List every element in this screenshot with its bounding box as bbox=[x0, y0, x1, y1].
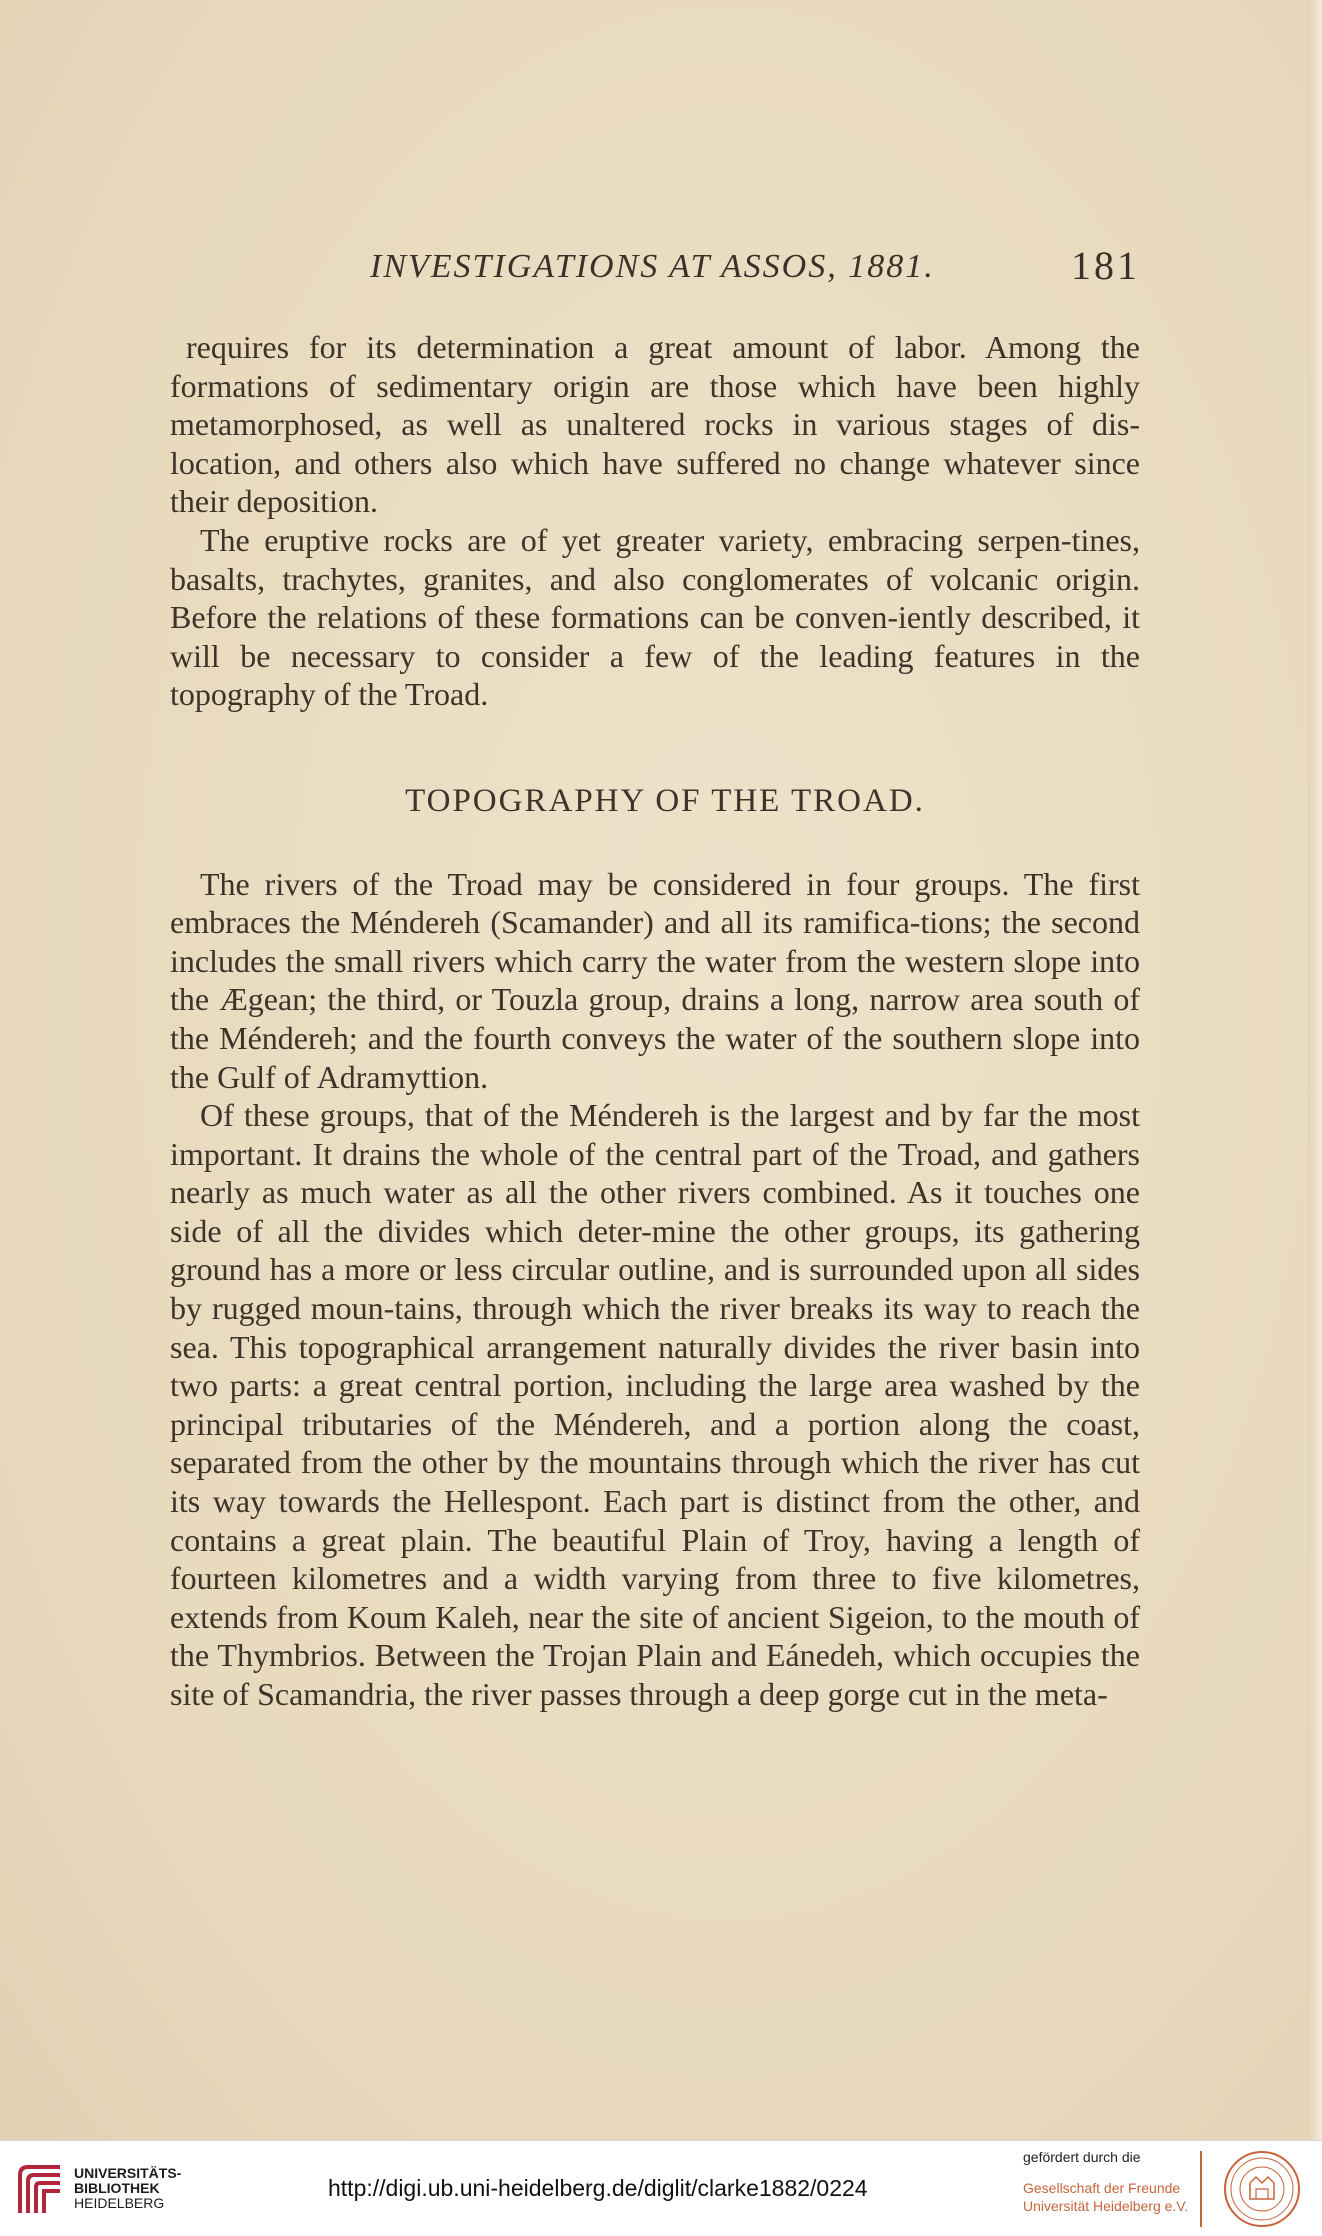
section-heading: TOPOGRAPHY OF THE TROAD. bbox=[405, 782, 925, 819]
funded-label: gefördert durch die bbox=[1023, 2149, 1141, 2165]
library-line-2: BIBLIOTHEK bbox=[74, 2180, 160, 2196]
divider bbox=[1200, 2151, 1202, 2227]
funder-line-2: Universität Heidelberg e.V. bbox=[1023, 2198, 1189, 2214]
library-line-3: HEIDELBERG bbox=[74, 2195, 165, 2211]
page-number: 181 bbox=[1071, 243, 1140, 288]
paragraph: Of these groups, that of the Méndereh is the largest and by far the most important. It drains the whole of the central part of the Troad, and gathers nearly as much water as all the other rivers combined. As it touches one side of all the divides which deter-mine the other groups, its gathering ground has a more or less circular outline, and is surrounded upon all sides by rugged moun-tains, through which the river breaks its way to reach the sea. This topographical arrangement naturally divides the river basin into two parts: a great central portion, including the large area washed by the principal tributaries of the Méndereh, and a portion along the coast, separated from the other by the mountains through which the river has cut its way towards the Hellespont. Each part is distinct from the other, and contains a great plain. The beautiful Plain of Troy, having a length of fourteen kilometres and a width varying from three to five kilometres, extends from Koum Kaleh, near the site of ancient Sigeion, to the mouth of the Thymbrios. Between the Trojan Plain and Eánedeh, which occupies the site of Scamandria, the river passes through a deep gorge cut in the meta- bbox=[170, 1097, 1140, 1712]
university-seal-icon bbox=[1220, 2149, 1304, 2229]
library-name bbox=[74, 2166, 181, 2211]
funder-line-1: Gesellschaft der Freunde bbox=[1023, 2180, 1181, 2196]
paragraph: The eruptive rocks are of yet greater variety, embracing serpen-tines, basalts, trachytes, granites, and also conglomerates of volcanic origin. Before the relations of these formations can be conven-iently described, it will be necessary to consider a few of the leading features in the topography of the Troad. bbox=[170, 521, 1140, 713]
running-head: INVESTIGATIONS AT ASSOS, 1881. bbox=[370, 248, 935, 285]
footer-bar bbox=[0, 2140, 1322, 2236]
page-header bbox=[170, 240, 1140, 300]
library-line-1: UNIVERSITÄTS- bbox=[74, 2165, 182, 2181]
paragraph: The rivers of the Troad may be considered in four groups. The first embraces the Méndereh (Scamander) and all its ramifica-tions; the second includes the small rivers which carry the water from the western slope into the Ægean; the third, or Touzla group, drains a long, narrow area south of the Méndereh; and the fourth conveys the water of the southern slope into the Gulf of Adramyttion. bbox=[170, 865, 1140, 1095]
paragraph: requires for its determination a great amount of labor. Among the formations of sedimentary origin are those which have been highly metamorphosed, as well as unaltered rocks in various stages of dis-location, and others also which have suffered no change whatever since their deposition. bbox=[170, 329, 1140, 520]
library-logo-icon bbox=[14, 2161, 66, 2217]
page-edge bbox=[1308, 0, 1322, 2140]
digitization-url[interactable]: http://digi.ub.uni-heidelberg.de/diglit/clarke1882/0224 bbox=[328, 2175, 868, 2201]
page-body bbox=[170, 328, 1140, 1714]
funder-name bbox=[1023, 2179, 1188, 2215]
